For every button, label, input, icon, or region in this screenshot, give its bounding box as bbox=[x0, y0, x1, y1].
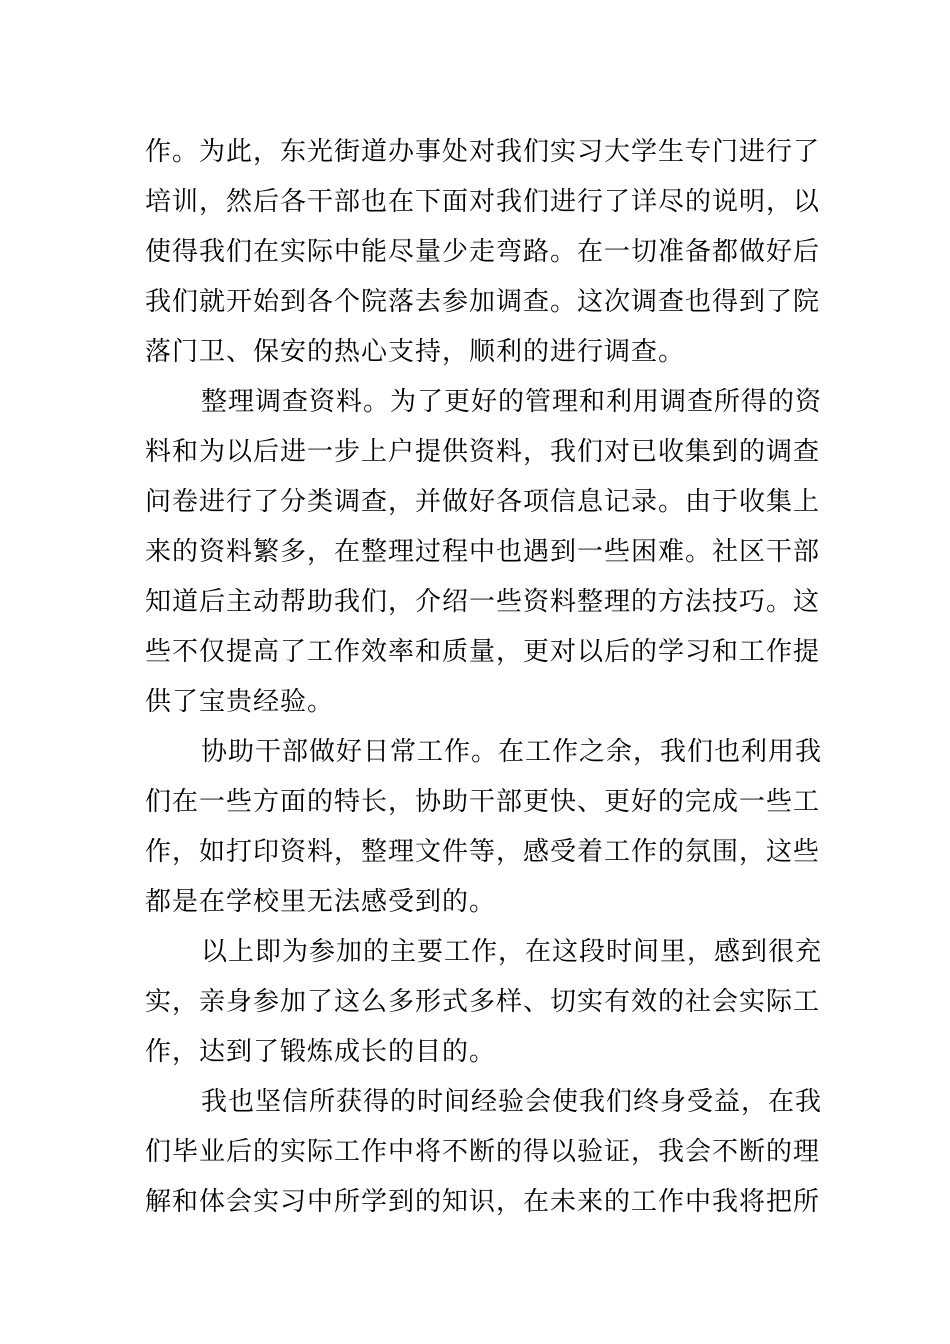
text-line: 我们就开始到各个院落去参加调查。这次调查也得到了院 bbox=[145, 287, 821, 317]
text-line: 作。为此，东光街道办事处对我们实习大学生专门进行了 bbox=[145, 137, 821, 167]
text-line: 使得我们在实际中能尽量少走弯路。在一切准备都做好后 bbox=[145, 237, 821, 267]
paragraph-conclusion bbox=[145, 1077, 823, 1227]
text-line: 培训，然后各干部也在下面对我们进行了详尽的说明，以 bbox=[145, 187, 821, 217]
paragraph-training bbox=[145, 127, 821, 377]
text-line: 料和为以后进一步上户提供资料，我们对已收集到的调查 bbox=[145, 437, 821, 467]
text-line: 作，如打印资料，整理文件等，感受着工作的氛围，这些 bbox=[145, 837, 821, 867]
text-line: 供了宝贵经验。 bbox=[145, 687, 335, 717]
text-line: 来的资料繁多，在整理过程中也遇到一些困难。社区干部 bbox=[145, 537, 821, 567]
paragraph-summary bbox=[145, 927, 823, 1077]
text-line: 们毕业后的实际工作中将不断的得以验证，我会不断的理 bbox=[145, 1137, 821, 1167]
text-line: 都是在学校里无法感受到的。 bbox=[145, 887, 497, 917]
text-line: 们在一些方面的特长，协助干部更快、更好的完成一些工 bbox=[145, 787, 821, 817]
text-line: 落门卫、保安的热心支持，顺利的进行调查。 bbox=[145, 337, 686, 367]
text-line: 解和体会实习中所学到的知识，在未来的工作中我将把所 bbox=[145, 1187, 821, 1217]
text-line: 些不仅提高了工作效率和质量，更对以后的学习和工作提 bbox=[145, 637, 821, 667]
paragraph-organize-data bbox=[145, 377, 823, 727]
text-line: 知道后主动帮助我们，介绍一些资料整理的方法技巧。这 bbox=[145, 587, 821, 617]
paragraph-daily-work bbox=[145, 727, 823, 927]
text-line: 实，亲身参加了这么多形式多样、切实有效的社会实际工 bbox=[145, 987, 821, 1017]
document-body bbox=[145, 127, 823, 1227]
text-line: 以上即为参加的主要工作，在这段时间里，感到很充 bbox=[201, 937, 823, 967]
text-line: 作，达到了锻炼成长的目的。 bbox=[145, 1037, 497, 1067]
text-line: 我也坚信所获得的时间经验会使我们终身受益，在我 bbox=[201, 1087, 823, 1117]
text-line: 问卷进行了分类调查，并做好各项信息记录。由于收集上 bbox=[145, 487, 821, 517]
text-line: 协助干部做好日常工作。在工作之余，我们也利用我 bbox=[201, 737, 823, 767]
text-line: 整理调查资料。为了更好的管理和利用调查所得的资 bbox=[201, 387, 823, 417]
